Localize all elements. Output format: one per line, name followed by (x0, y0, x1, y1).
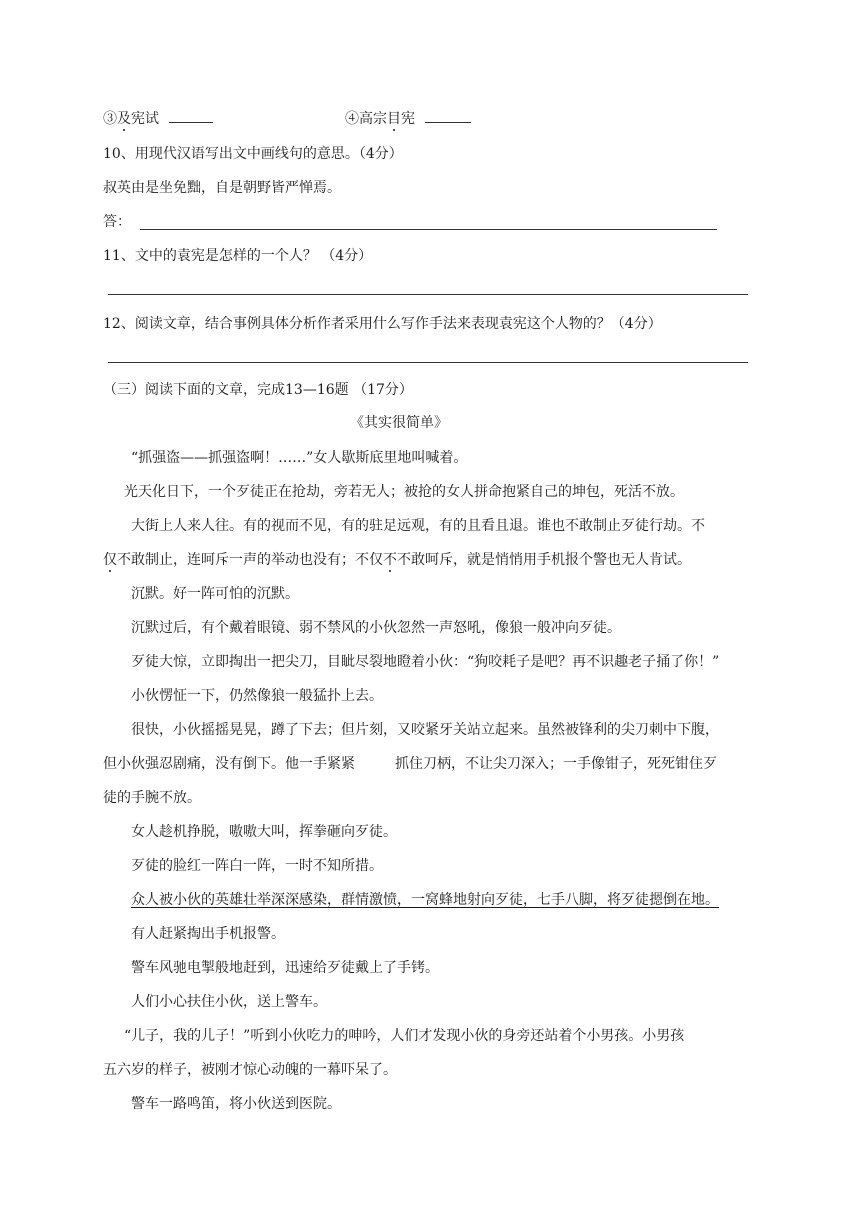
q10-prompt: 10、用现代汉语写出文中画线句的意思。（4分） (103, 146, 403, 162)
section-3-heading: （三）阅读下面的文章，完成13—16题 （17分） (103, 382, 413, 398)
q10-answer-label: 答： (103, 214, 131, 230)
emphasis-dot-char: 及 (117, 111, 131, 127)
story-paragraph: 警车风驰电掣般地赶到，迅速给歹徒戴上了手铐。 (131, 960, 439, 976)
emphasis-dot-char: 目 (387, 111, 401, 127)
emphasis-dot-char: 不 (383, 552, 397, 568)
q9-item-4: ④高宗目宪 (345, 108, 471, 129)
story-paragraph: 人们小心扶住小伙，送上警车。 (131, 994, 327, 1010)
story-paragraph: 沉默。好一阵可怕的沉默。 (131, 586, 299, 602)
story-paragraph: 歹徒的脸红一阵白一阵，一时不知所措。 (131, 858, 383, 874)
emphasis-dot-char: 仅 (103, 552, 117, 568)
story-paragraph: 歹徒大惊，立即掏出一把尖刀，目眦尽裂地瞪着小伙：“狗咬耗子是吧？再不识趣老子捅了你！” (131, 654, 720, 670)
q12-prompt: 12、阅读文章，结合事例具体分析作者采用什么写作手法来表现袁宪这个人物的？（4分） (103, 316, 662, 332)
story-paragraph: 大街上人来人往。有的视而不见，有的驻足远观，有的且看且退。谁也不敢制止歹徒行劫。不 (131, 518, 705, 534)
q9-item-3: ③及宪试 (103, 108, 213, 129)
q10-sentence: 叔英由是坐免黜，自是朝野皆严惮焉。 (103, 180, 341, 196)
story-paragraph: 警车一路鸣笛，将小伙送到医院。 (131, 1096, 341, 1112)
story-paragraph: 很快，小伙摇摇晃晃，蹲了下去；但片刻，又咬紧牙关站立起来。虽然被锋利的尖刀刺中下腹， (131, 722, 719, 738)
story-title: 《其实很简单》 (350, 415, 448, 431)
story-paragraph: 沉默过后，有个戴着眼镜、弱不禁风的小伙忽然一声怒吼，像狼一般冲向歹徒。 (131, 620, 621, 636)
q11-answer-line[interactable] (108, 294, 748, 295)
story-paragraph-cont: 但小伙强忍剧痛，没有倒下。他一手紧紧 抓住刀柄，不让尖刀深入；一手像钳子，死死钳住歹 (103, 756, 717, 772)
answer-blank[interactable] (425, 108, 471, 123)
story-paragraph-cont: 五六岁的样子，被刚才惊心动魄的一幕吓呆了。 (103, 1062, 397, 1078)
story-paragraph-cont: 仅不敢制止，连呵斥一声的举动也没有；不仅不不敢呵斥，就是悄悄用手机报个警也无人肯试。 (103, 552, 691, 568)
story-paragraph: 小伙愣怔一下，仍然像狼一般猛扑上去。 (131, 688, 383, 704)
story-paragraph: “抓强盗——抓强盗啊！……”女人歇斯底里地叫喊着。 (131, 450, 468, 466)
q10-answer-line[interactable] (140, 229, 717, 230)
answer-blank[interactable] (169, 108, 213, 123)
q12-answer-line[interactable] (108, 362, 748, 363)
story-paragraph: 有人赶紧掏出手机报警。 (131, 926, 285, 942)
story-paragraph-cont: 徒的手腕不放。 (103, 790, 201, 806)
q11-prompt: 11、文中的袁宪是怎样的一个人？ （4分） (103, 248, 373, 264)
story-paragraph: 女人趁机挣脱，嗷嗷大叫，挥拳砸向歹徒。 (131, 824, 397, 840)
story-paragraph: “儿子，我的儿子！”听到小伙吃力的呻吟，人们才发现小伙的身旁还站着个小男孩。小男孩 (124, 1028, 685, 1044)
story-paragraph: 光天化日下，一个歹徒正在抢劫，旁若无人；被抢的女人拼命抱紧自己的坤包，死活不放。 (124, 484, 684, 500)
underlined-sentence: 众人被小伙的英雄壮举深深感染，群情激愤，一窝蜂地射向歹徒，七手八脚，将歹徒摁倒在地。 (131, 892, 719, 908)
